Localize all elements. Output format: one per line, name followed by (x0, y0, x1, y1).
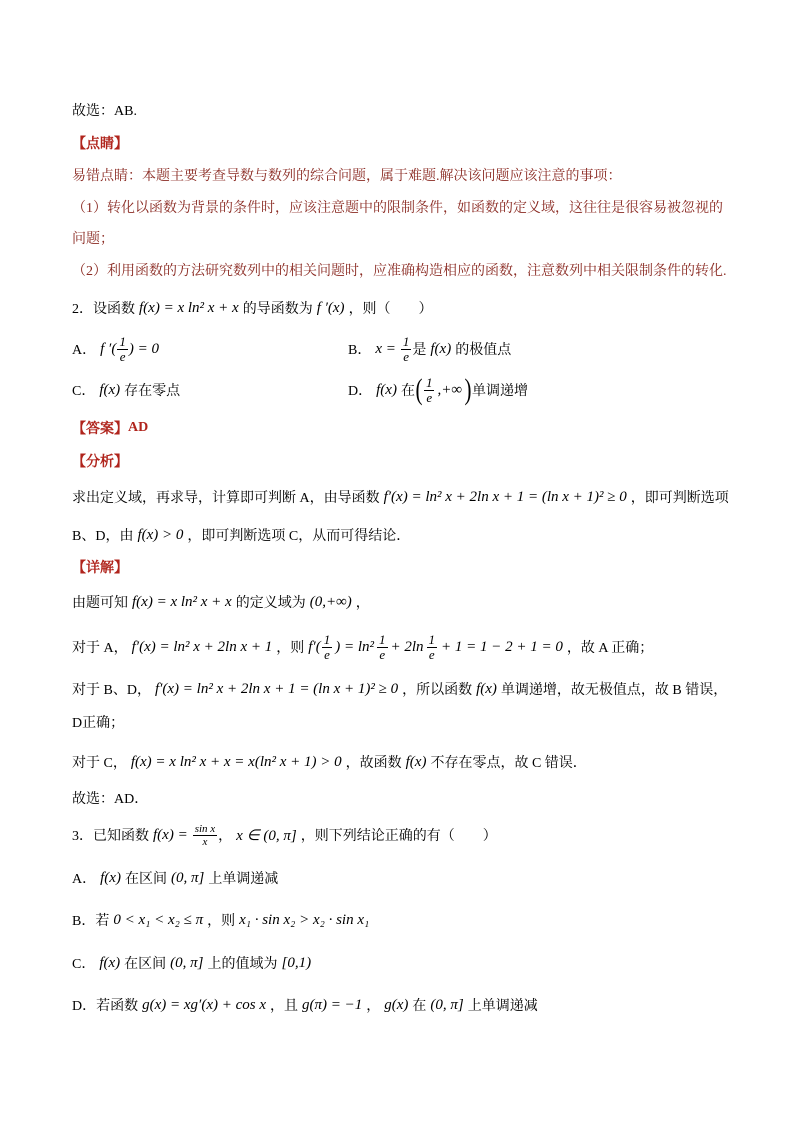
q3-option-a-end: 上单调递减 (208, 872, 279, 887)
q2-detail-l2-text-b: ，则 (276, 641, 305, 656)
fraction-denominator: e (428, 646, 435, 662)
q2-detail-l1-domain: (0,+∞) (309, 593, 352, 610)
q3-function-pre: f(x) = (153, 826, 188, 843)
q3-stem-number: 3．已知函数 (72, 829, 149, 844)
q2-option-b-end: 的极值点 (455, 343, 512, 358)
q2-option-b-label: B． (348, 343, 372, 358)
q2-analysis-header-text: 【分析】 (72, 455, 128, 470)
q2-analysis-l1-text-b: ，即可判断选项 (630, 491, 729, 506)
q2-detail-line-2 (72, 627, 653, 667)
fraction-numerator: sin x (194, 822, 216, 835)
q3-option-c-range: [0,1) (281, 954, 312, 971)
q3-option-d-interval: (0, π] (430, 996, 464, 1013)
q2-detail-l1-text-a: 由题可知 (72, 596, 128, 611)
q2-detail-l1-text-b: 的定义域为 (235, 596, 306, 611)
q2-option-d-mid: 在 (400, 384, 415, 399)
fraction-denominator: e (119, 348, 126, 364)
q2-detail-l3-math: f′(x) = ln² x + 2ln x + 1 = (ln x + 1)² ≥ 0 (154, 680, 399, 697)
note-point-2-text: （2）利用函数的方法研究数列中的相关问题时，应准确构造相应的函数，注意数列中相关限制条件的转化. (72, 264, 727, 279)
q2-detail-choose (72, 778, 148, 818)
q2-option-d-label: D． (348, 384, 373, 399)
q2-option-d-right-paren: ) (464, 373, 472, 406)
q2-detail-l5-text-c: 不存在零点，故 C 错误． (430, 756, 587, 771)
q3-option-d-end: 上单调递减 (467, 999, 538, 1014)
note-point-1-line (72, 187, 723, 227)
q2-detail-l4-text: D正确； (72, 716, 125, 731)
q3-option-d-gx: g(x) (384, 996, 409, 1013)
q3-option-d-mid-2: 在 (412, 999, 427, 1014)
q2-detail-l2-math-2: f′( (308, 638, 321, 655)
q2-analysis-header (72, 441, 128, 481)
q2-analysis-line-1 (72, 477, 729, 517)
q3-stem-sep: ， (218, 829, 233, 844)
q3-option-d-g-def: g(x) = xg′(x) + cos x (142, 996, 267, 1013)
q2-option-c-fx: f(x) (99, 381, 121, 398)
q3-option-c-fx: f(x) (99, 954, 121, 971)
q3-option-d (72, 985, 538, 1025)
fraction-numerator: 1 (119, 333, 126, 349)
q2-detail-l2-fraction-1 (322, 633, 333, 662)
q2-detail-l5-fx: f(x) (405, 753, 427, 770)
q3-option-d-label: D．若函数 (72, 999, 139, 1014)
q2-detail-l2-math: f′(x) = ln² x + 2ln x + 1 (131, 638, 273, 655)
q3-option-c-interval: (0, π] (170, 954, 204, 971)
q2-detail-l2-math-5: + 1 = 1 − 2 + 1 = 0 (441, 638, 563, 655)
q3-domain: x ∈ (0, π] (236, 827, 297, 844)
q2-stem-mid: 的导函数为 (242, 302, 313, 317)
q2-option-d-fx: f(x) (376, 381, 397, 398)
q3-option-b-condition: 0 < x₁ < x₂ ≤ π (113, 911, 204, 928)
q2-function-def: f(x) = x ln² x + x (139, 299, 239, 316)
q2-detail-l2-text-a: 对于 A， (72, 641, 128, 656)
q2-detail-l3-fx: f(x) (476, 680, 497, 697)
q2-option-a (72, 329, 163, 369)
q2-analysis-l1-math: f′(x) = ln² x + 2ln x + 1 = (ln x + 1)² ≥ 0 (383, 488, 627, 505)
q2-detail-header (72, 547, 128, 587)
q2-stem-end: ，则（ ） (348, 302, 433, 317)
q2-option-d (348, 370, 528, 410)
q2-analysis-l2-math: f(x) > 0 (137, 526, 184, 543)
q2-option-c (72, 370, 180, 410)
q2-detail-line-3 (72, 669, 727, 709)
q2-detail-l1-math: f(x) = x ln² x + x (132, 593, 232, 610)
q2-option-b-fraction (401, 335, 412, 364)
q3-stem-end: ，则下列结论正确的有（ ） (300, 829, 497, 844)
q2-detail-header-text: 【详解】 (72, 561, 128, 576)
q2-option-c-label: C． (72, 384, 96, 399)
q2-analysis-l1-text-a: 求出定义域，再求导，计算即可判断 A，由导函数 (72, 491, 380, 506)
q2-detail-l2-math-4: + 2ln (390, 638, 424, 655)
q2-detail-l2-fraction-3 (427, 633, 438, 662)
fraction-numerator: 1 (428, 631, 436, 647)
q2-detail-l5-text-a: 对于 C， (72, 756, 127, 771)
q3-option-c-label: C． (72, 957, 96, 972)
q3-option-a-mid: 在区间 (124, 872, 167, 887)
fraction-numerator: 1 (379, 631, 386, 647)
q3-option-a-interval: (0, π] (170, 869, 205, 886)
q2-detail-l2-fraction-2 (377, 633, 388, 662)
q2-detail-line-4 (72, 702, 124, 742)
q2-detail-line-1 (72, 582, 370, 622)
q2-option-a-fraction (117, 335, 128, 364)
q2-option-a-label: A． (72, 343, 97, 358)
q2-detail-l3-text-c: 单调递增，故无极值点，故 B 错误， (500, 683, 728, 698)
q3-option-b-mid: ，则 (207, 914, 236, 929)
q3-option-b-inequality: x₁ · sin x₂ > x₂ · sin x₁ (239, 911, 370, 928)
q2-option-d-left-paren: ( (415, 373, 423, 406)
q2-option-b-math-pre: x = (375, 340, 396, 357)
q2-detail-l5-text-b: ，故函数 (345, 756, 402, 771)
note-intro-text: 易错点睛：本题主要考查导数与数列的综合问题，属于难题.解决该问题应该注意的事项： (72, 169, 622, 184)
q2-option-d-interval-rest: ,+∞ (437, 381, 463, 398)
q2-option-c-end: 存在零点 (124, 384, 181, 399)
fraction-denominator: e (324, 646, 330, 662)
q2-detail-choose-text: 故选：AD． (72, 792, 149, 807)
note-point-2-line (72, 250, 727, 290)
q3-option-a-label: A． (72, 872, 97, 887)
q2-detail-line-5 (72, 742, 587, 782)
q2-detail-l3-text-b: ，所以函数 (402, 683, 473, 698)
q2-detail-l5-math: f(x) = x ln² x + x = x(ln² x + 1) > 0 (130, 753, 342, 770)
fraction-numerator: 1 (323, 631, 331, 647)
q2-option-a-math-pre: f ′( (100, 340, 117, 357)
fraction-denominator: x (202, 835, 208, 848)
q2-derivative: f ′(x) (316, 299, 345, 316)
fraction-denominator: e (403, 348, 410, 364)
note-point-1-text: （1）转化以函数为背景的条件时，应该注意题中的限制条件，如函数的定义域，这往往是很容易被忽视的 (72, 201, 723, 216)
q3-function-fraction (193, 823, 217, 848)
q2-option-b-mid: 是 (412, 343, 427, 358)
q2-detail-l2-math-3: ) = ln² (335, 638, 374, 655)
q3-option-a-fx: f(x) (100, 869, 121, 886)
q2-answer-header: 【答案】 (72, 422, 128, 437)
fraction-numerator: 1 (402, 333, 410, 349)
fraction-numerator: 1 (425, 374, 433, 390)
q2-stem (72, 288, 433, 328)
q2-option-d-fraction (424, 376, 435, 405)
q3-option-d-mid: ，且 (270, 999, 299, 1014)
prev-choose-text: 故选：AB. (72, 104, 137, 119)
q2-option-d-end: 单调递增 (472, 384, 529, 399)
q3-option-c-mid-2: 上的值域为 (207, 957, 278, 972)
q2-option-b (348, 329, 511, 369)
q3-option-d-g-pi: g(π) = −1 (302, 996, 363, 1013)
q3-option-d-sep: ， (366, 999, 381, 1014)
q2-answer-value: AD (128, 420, 149, 435)
q3-option-c (72, 943, 315, 983)
q2-detail-l2-text-c: ，故 A 正确； (566, 641, 654, 656)
q2-detail-l3-text-a: 对于 B、D， (72, 683, 151, 698)
fraction-denominator: e (379, 646, 386, 662)
q3-option-b (72, 900, 373, 940)
q3-option-b-label: B．若 (72, 914, 110, 929)
q2-stem-number: 2．设函数 (72, 302, 135, 317)
q3-option-c-mid: 在区间 (124, 957, 167, 972)
note-header-text: 【点睛】 (72, 137, 128, 152)
q2-analysis-l2-text-a: B、D，由 (72, 529, 134, 544)
q2-detail-l1-text-c: ， (355, 596, 370, 611)
q2-analysis-l2-text-b: ，即可判断选项 C，从而可得结论． (187, 529, 411, 544)
q2-option-a-math-post: ) = 0 (128, 340, 159, 357)
note-point-1-cont-text: 问题； (72, 232, 114, 247)
fraction-denominator: e (426, 389, 433, 405)
q3-stem (72, 815, 497, 855)
q2-option-b-fx: f(x) (430, 340, 452, 357)
q3-option-a (72, 858, 278, 898)
